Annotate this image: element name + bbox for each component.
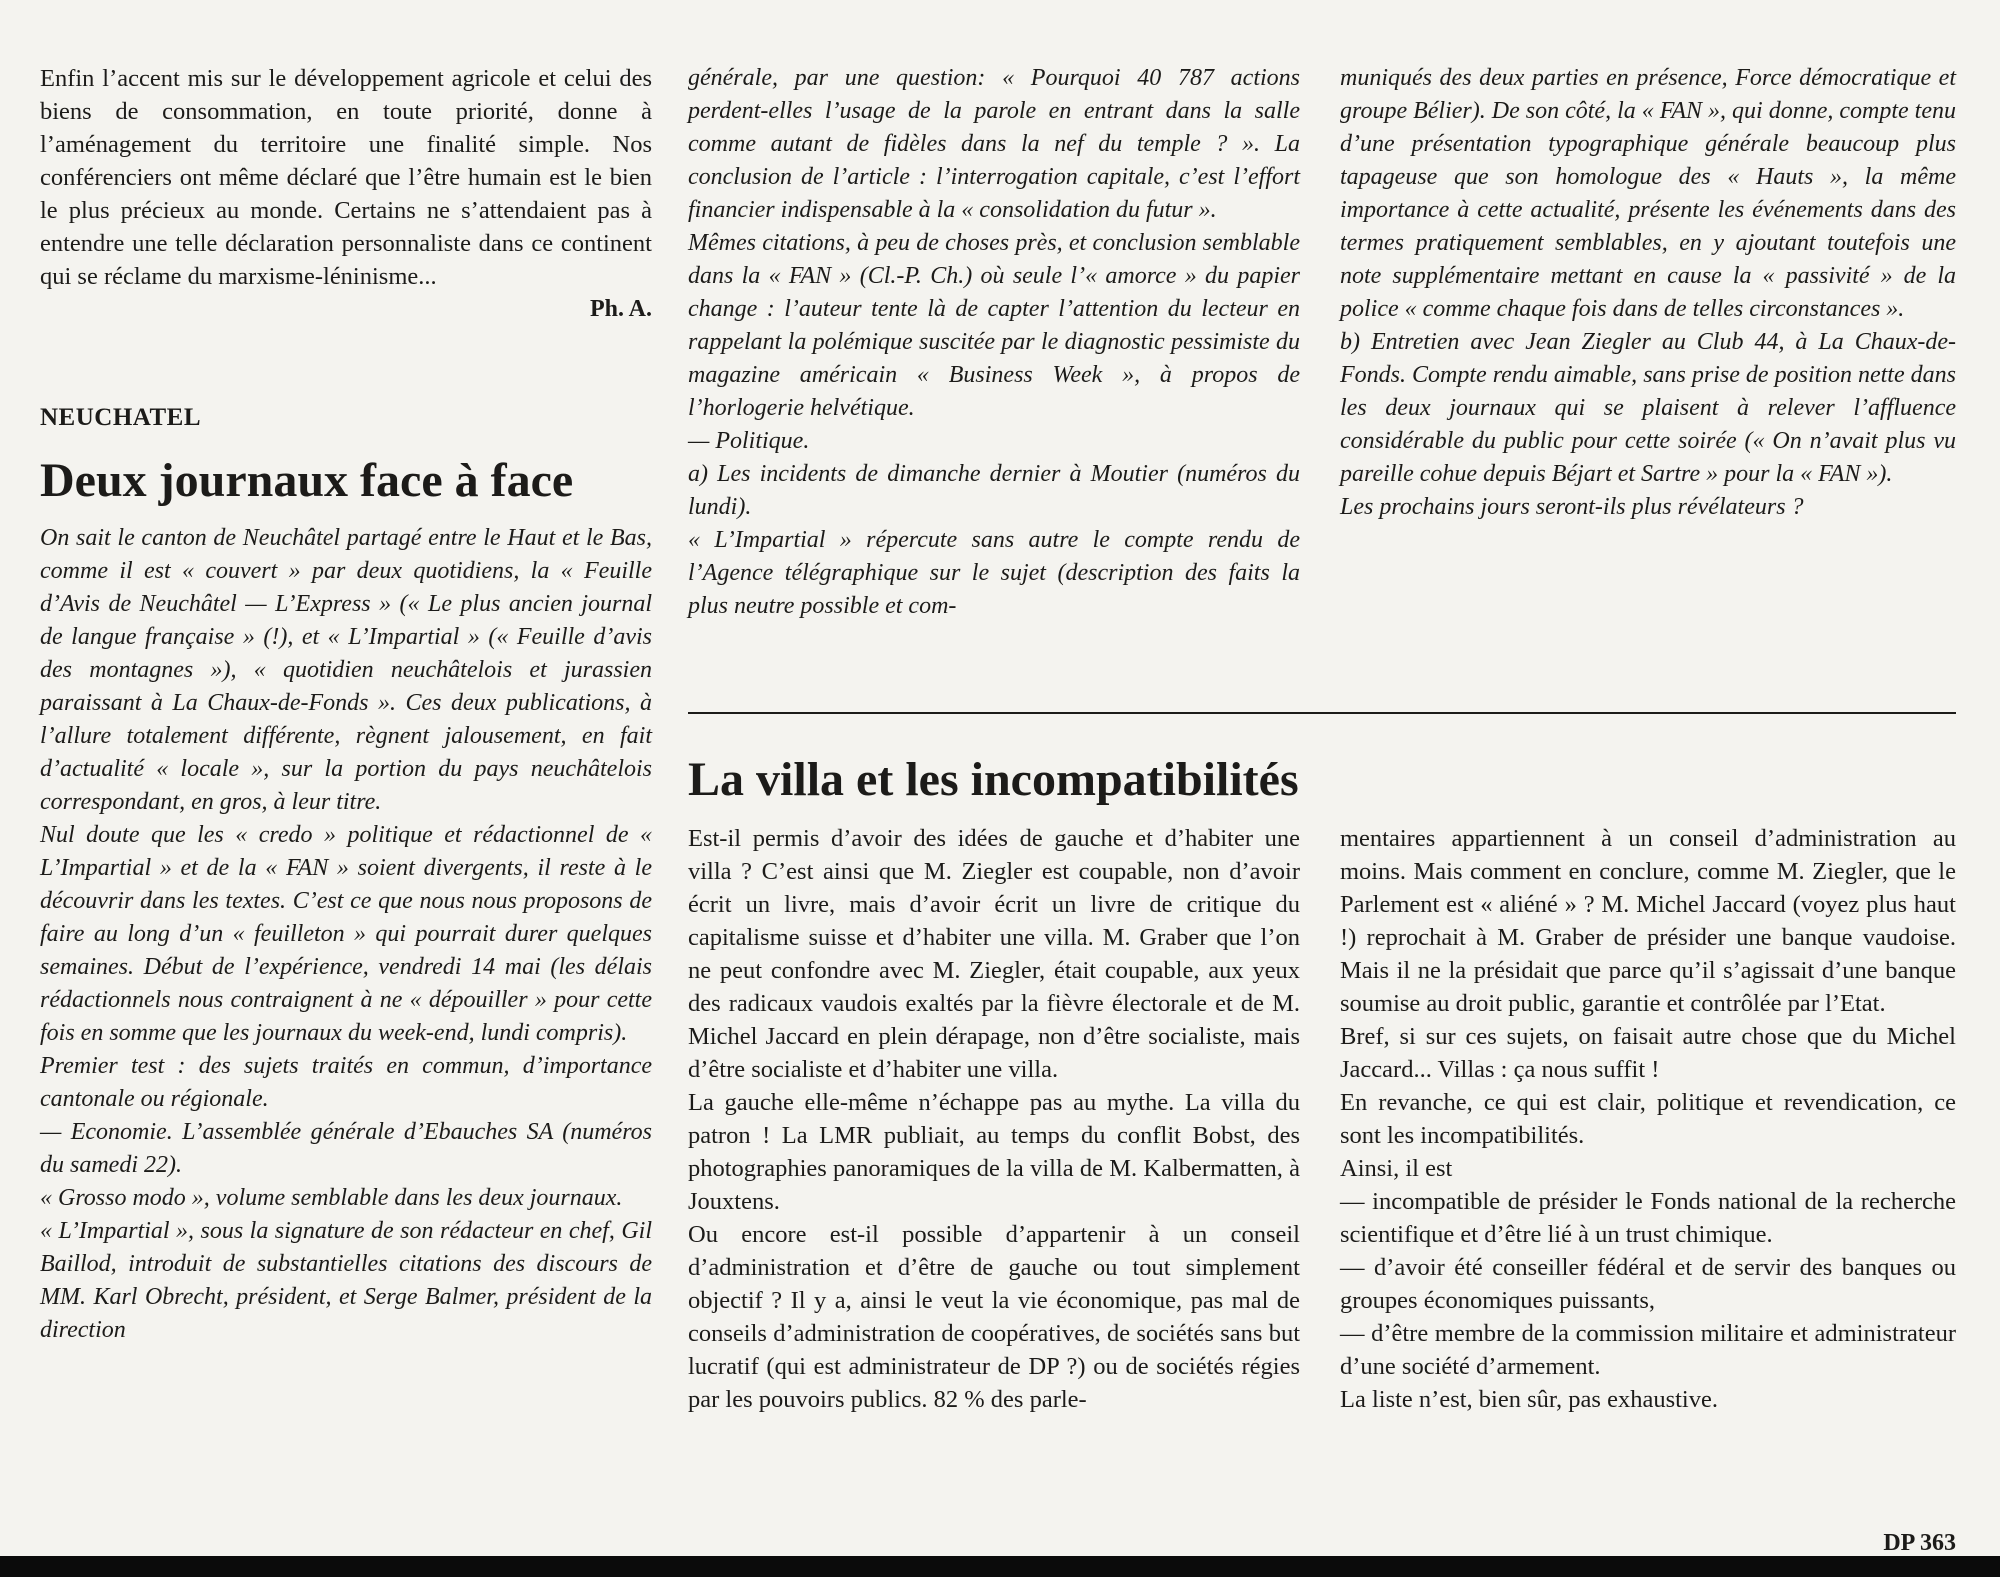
paragraph: — Economie. L’assemblée générale d’Ebauches SA (numéros du samedi 22). [40,1119,652,1178]
paragraph: On sait le canton de Neuchâtel partagé entre le Haut et le Bas, comme il est « couvert » par deux quotidiens, la « Feuille d’Avis de Neuchâtel — L’Express » (« Le plus ancien journal de langue française » (!), et « L’Impartial » (« Feuille d’avis des montagnes »), « quotidien neuchâtelois et jurassien paraissant à La Chaux-de-Fonds ». Ces deux publications, à l’allure totalement différente, règnent jalousement, en fait d’actualité « locale », sur la portion du pays neuchâtelois correspondant, en gros, à leur titre. [40,525,652,815]
headline-villa: La villa et les incompatibilités [688,753,1299,806]
article-2-column-2 [1340,822,1956,1416]
paragraph: Enfin l’accent mis sur le développement agricole et celui des biens de consommation, en toute priorité, donne à l’aménagement du territoire une finalité simple. Nos conférenciers ont même déclaré que l’être humain est le bien le plus précieux au monde. Certains ne s’attendaient pas à entendre une telle déclaration personnaliste dans ce continent qui se réclame du marxisme-léninisme... [40,65,652,290]
paragraph: mentaires appartiennent à un conseil d’administration au moins. Mais comment en conclure, comme M. Ziegler, que le Parlement est « aliéné » ? M. Michel Jaccard (voyez plus haut !) reprochait à M. Graber de présider une banque vaudoise. Mais il ne la présidait que parce qu’il s’agissait d’une banque soumise au droit public, garantie et contrôlée par l’Etat. [1340,825,1956,1017]
paragraph: — d’être membre de la commission militaire et administrateur d’une société d’armement. [1340,1320,1956,1380]
article-1-column-3 [1340,62,1956,524]
paragraph: La gauche elle-même n’échappe pas au mythe. La villa du patron ! La LMR publiait, au temps du conflit Bobst, des photographies panoramiques de la villa de M. Kalbermatten, à Jouxtens. [688,1089,1300,1215]
paragraph: Ainsi, il est [1340,1155,1453,1182]
paragraph: — d’avoir été conseiller fédéral et de servir des banques ou groupes économiques puissants, [1340,1254,1956,1314]
article-1-column-1 [40,522,652,1347]
bottom-edge [0,1556,2000,1577]
paragraph: a) Les incidents de dimanche dernier à Moutier (numéros du lundi). [688,461,1300,520]
paragraph: « L’Impartial », sous la signature de son rédacteur en chef, Gil Baillod, introduit de substantielles citations des discours de MM. Karl Obrecht, président, et Serge Balmer, président de la direction [40,1218,652,1343]
paragraph: b) Entretien avec Jean Ziegler au Club 44, à La Chaux-de-Fonds. Compte rendu aimable, sans prise de position nette dans les deux journaux qui se plaisent à relever l’affluence considérable du public pour cette soirée (« On n’avait plus vu pareille cohue depuis Béjart et Sartre » pour la « FAN »). [1340,329,1956,487]
column-1-top [40,62,652,326]
paragraph: Ou encore est-il possible d’appartenir à un conseil d’administration et d’être de gauche ou tout simplement objectif ? Il y a, ainsi le veut la vie économique, pas mal de conseils d’administration de coopératives, de sociétés sans but lucratif (qui est administrateur de DP ?) ou de sociétés régies par les pouvoirs publics. 82 % des parle- [688,1221,1300,1413]
paragraph: La liste n’est, bien sûr, pas exhaustive. [1340,1386,1718,1413]
paragraph: Est-il permis d’avoir des idées de gauche et d’habiter une villa ? C’est ainsi que M. Ziegler est coupable, non d’avoir écrit un livre, mais d’avoir écrit un livre de critique du capitalisme suisse et d’habiter une villa. M. Graber que l’on ne peut confondre avec M. Ziegler, était coupable, aux yeux des radicaux vaudois exaltés par la fièvre électorale et de M. Michel Jaccard en plein dérapage, non d’être socialiste, mais d’être socialiste et d’habiter une villa. [688,825,1300,1083]
paragraph: Premier test : des sujets traités en commun, d’importance cantonale ou régionale. [40,1053,652,1112]
section-divider [688,712,1956,714]
paragraph: Les prochains jours seront-ils plus révélateurs ? [1340,494,1804,520]
paragraph: muniqués des deux parties en présence, Force démocratique et groupe Bélier). De son côté, la « FAN », qui donne, compte tenu d’une présentation typographique générale beaucoup plus tapageuse que son homologue des « Hauts », la même importance à cette actualité, présente les événements dans des termes pratiquement semblables, en y ajoutant toutefois une note supplémentaire mettant en cause la « passivité » de la police « comme chaque fois dans de telles circonstances ». [1340,65,1956,322]
paragraph: En revanche, ce qui est clair, politique et revendication, ce sont les incompatibilités. [1340,1089,1956,1149]
paragraph: « Grosso modo », volume semblable dans les deux journaux. [40,1185,623,1211]
paragraph: Mêmes citations, à peu de choses près, et conclusion semblable dans la « FAN » (Cl.-P. Ch.) où seule l’« amorce » du papier change : l’auteur tente là de capter l’attention du lecteur en rappelant la polémique suscitée par le diagnostic pessimiste du magazine américain « Business Week », à propos de l’horlogerie helvétique. [688,230,1300,421]
article-2-column-1 [688,822,1300,1416]
author-signature: Ph. A. [589,296,652,322]
page-folio: DP 363 [1883,1530,1956,1556]
paragraph: — Politique. [688,428,810,454]
headline-journaux: Deux journaux face à face [40,454,574,507]
article-1-column-2 [688,62,1300,623]
paragraph: Nul doute que les « credo » politique et rédactionnel de « L’Impartial » et de la « FAN » soient divergents, il reste à le découvrir dans les textes. C’est ce que nous nous proposons de faire au long d’un « feuilleton » qui pourrait durer quelques semaines. Début de l’expérience, vendredi 14 mai (les délais rédactionnels nous contraignent à ne « dépouiller » pour cette fois en somme que les journaux du week-end, lundi compris). [40,822,652,1046]
section-kicker: NEUCHATEL [40,404,202,431]
paragraph: Bref, si sur ces sujets, on faisait autre chose que du Michel Jaccard... Villas : ça nous suffit ! [1340,1023,1956,1083]
paragraph: générale, par une question: « Pourquoi 40 787 actions perdent-elles l’usage de la parole en entrant dans la salle comme autant de fidèles dans la nef du temple ? ». La conclusion de l’article : l’interrogation capitale, c’est l’effort financier indispensable à la « consolidation du futur ». [688,65,1300,223]
paragraph: — incompatible de présider le Fonds national de la recherche scientifique et d’être lié à un trust chimique. [1340,1188,1956,1248]
paragraph: « L’Impartial » répercute sans autre le compte rendu de l’Agence télégraphique sur le sujet (description des faits la plus neutre possible et com- [688,527,1300,619]
